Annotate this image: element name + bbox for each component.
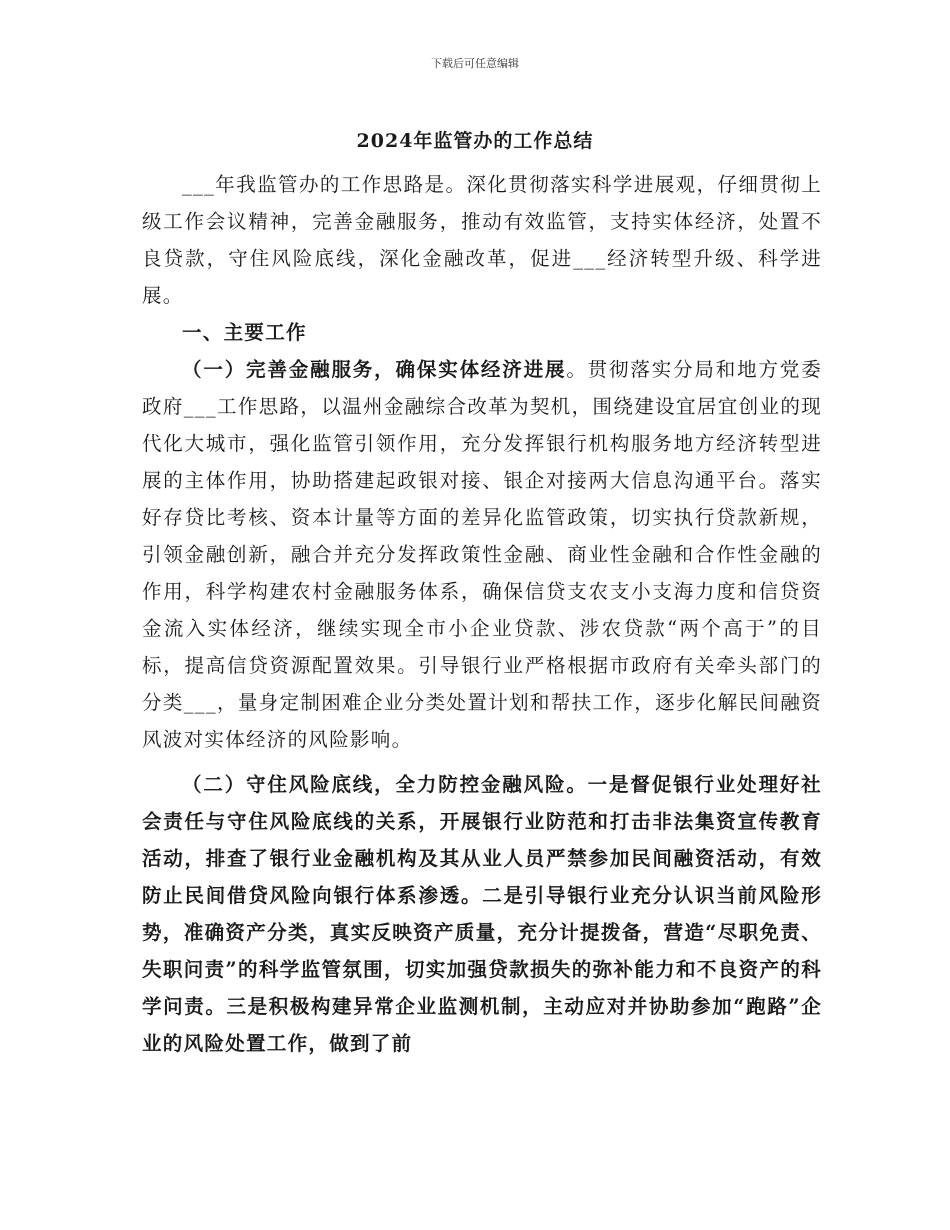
- subsection-2-paragraph: （二）守住风险底线，全力防控金融风险。一是督促银行业处理好社会责任与守住风险底线的关系，开展银行业防范和打击非法集资宣传教育活动，排查了银行业金融机构及其从业人员严禁参加民间融资活动，有效防止民间借贷风险向银行体系渗透。二是引导银行业充分认识当前风险形势，准确资产分类，真实反映资产质量，充分计提拨备，营造“尽职免责、失职问责”的科学监管氛围，切实加强贷款损失的弥补能力和不良资产的科学问责。三是积极构建异常企业监测机制，主动应对并协助参加“跑路”企业的风险处置工作，做到了前: [142, 773, 822, 1055]
- subsection-1-body: 。贯彻落实分局和地方党委政府___工作思路，以温州金融综合改革为契机，围绕建设宜居宜创业的现代化大城市，强化监管引领作用，充分发挥银行机构服务地方经济转型进展的主体作用，协助搭建起政银对接、银企对接两大信息沟通平台。落实好存贷比考核、资本计量等方面的差异化监管政策，切实执行贷款新规，引领金融创新，融合并充分发挥政策性金融、商业性金融和合作性金融的作用，科学构建农村金融服务体系，确保信贷支农支小支海力度和信贷资金流入实体经济，继续实现全市小企业贷款、涉农贷款“两个高于”的目标，提高信贷资源配置效果。引导银行业严格根据市政府有关牵头部门的分类___，量身定制困难企业分类处置计划和帮扶工作，逐步化解民间融资风波对实体经济的风险影响。: [142, 358, 822, 751]
- intro-paragraph: ___年我监管办的工作思路是。深化贯彻落实科学进展观，仔细贯彻上级工作会议精神，完善金融服务，推动有效监管，支持实体经济，处置不良贷款，守住风险底线，深化金融改革，促进___经济转型升级、科学进展。: [142, 173, 822, 307]
- subsection-1-paragraph: [142, 351, 822, 758]
- document-body: [142, 166, 822, 1062]
- section-heading: 一、主要工作: [182, 321, 307, 344]
- document-title: 2024年监管办的工作总结: [356, 130, 594, 152]
- subsection-1-heading: （一）完善金融服务，确保实体经济进展: [182, 358, 567, 381]
- header-note: 下载后可任意编辑: [431, 57, 519, 70]
